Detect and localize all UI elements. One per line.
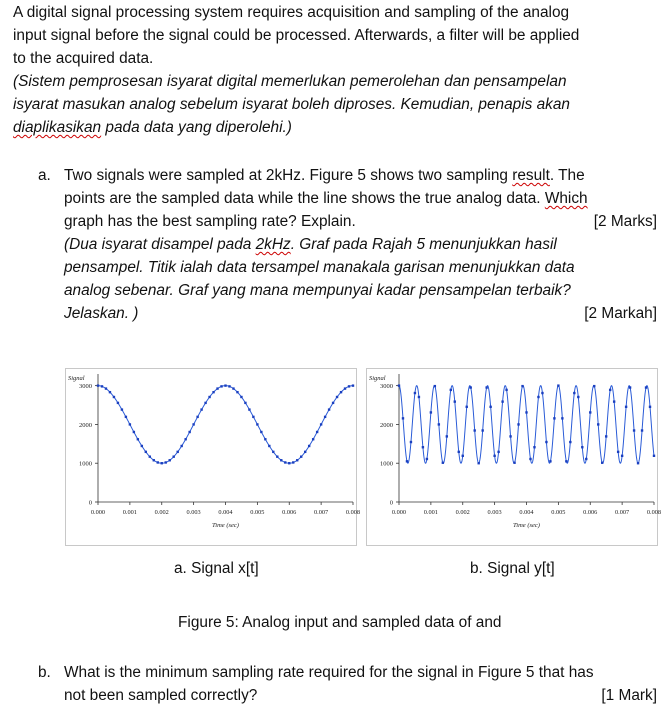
chart-a-sample-point [117, 402, 119, 404]
chart-b-sample-point [545, 441, 547, 443]
chart-a-sample-point [320, 423, 322, 425]
chart-a-sample-point [316, 431, 318, 433]
chart-b-sample-point [517, 423, 519, 425]
question-a-en-line-1: Two signals were sampled at 2kHz. Figure 5 shows two sampling result. The [64, 167, 585, 184]
chart-signal-y-svg [366, 368, 662, 546]
chart-a-sample-point [260, 431, 262, 433]
chart-b-sample-point [569, 441, 571, 443]
chart-b-x-tick-label: 0.005 [551, 509, 566, 516]
chart-a-sample-point [169, 459, 171, 461]
chart-a-sample-point [141, 445, 143, 447]
chart-a-sample-point [332, 402, 334, 404]
chart-a-sample-point [348, 385, 350, 387]
chart-a-sample-point [165, 461, 167, 463]
chart-b-sample-point [458, 451, 460, 453]
chart-b-sample-point [649, 406, 651, 408]
chart-b-sample-point [497, 451, 499, 453]
chart-a-sample-point [109, 391, 111, 393]
chart-a-sample-point [292, 461, 294, 463]
chart-b-y-label: Signal [369, 375, 386, 382]
chart-b-sample-point [561, 417, 563, 419]
chart-a-sample-point [268, 445, 270, 447]
chart-a-sample-point [252, 416, 254, 418]
intro-ms-line-1: (Sistem pemprosesan isyarat digital memerlukan pemerolehan dan pensampelan [13, 73, 567, 90]
chart-b-sample-point [410, 441, 412, 443]
chart-b-sample-point [645, 386, 647, 388]
chart-a-x-label: Time (sec) [212, 522, 239, 529]
chart-b-sample-point [601, 462, 603, 464]
chart-b-sample-point [565, 460, 567, 462]
chart-b-y-tick-label: 2000 [380, 421, 393, 429]
question-a-en-line-3: graph has the best sampling rate? Explain. [64, 213, 356, 230]
chart-b-y-tick-label: 3000 [380, 383, 393, 391]
chart-a-sample-point [137, 438, 139, 440]
chart-a-y-tick-label: 1000 [79, 460, 92, 468]
chart-b-sample-point [406, 460, 408, 462]
intro-ms-line-3: diaplikasikan pada data yang diperolehi.) [13, 119, 292, 136]
chart-b-caption: b. Signal y[t] [470, 560, 555, 577]
chart-a-sample-point [236, 391, 238, 393]
question-a-ms-line-4: Jelaskan. ) [64, 305, 139, 322]
chart-a-sample-point [161, 462, 163, 464]
chart-b-y-tick-label: 1000 [380, 460, 393, 468]
question-a-label: a. [38, 167, 51, 184]
chart-a-caption: a. Signal x[t] [174, 560, 259, 577]
chart-b-sample-point [446, 435, 448, 437]
chart-b-sample-point [513, 462, 515, 464]
chart-b-sample-point [493, 455, 495, 457]
chart-a-sample-point [304, 451, 306, 453]
chart-b-sample-point [474, 429, 476, 431]
chart-a-sample-point [212, 391, 214, 393]
intro-ms-line-2: isyarat masukan analog sebelum isyarat boleh diproses. Kemudian, penapis akan [13, 96, 570, 113]
chart-b-x-label: Time (sec) [513, 522, 540, 529]
chart-a-sample-point [188, 431, 190, 433]
chart-a-sample-point [272, 451, 274, 453]
chart-b-x-tick-label: 0.006 [583, 509, 598, 516]
question-b-label: b. [38, 664, 51, 681]
chart-b-sample-point [442, 462, 444, 464]
chart-a-y-tick-label: 2000 [79, 421, 92, 429]
chart-b-sample-point [509, 435, 511, 437]
chart-a-sample-point [216, 387, 218, 389]
chart-a-sample-point [340, 391, 342, 393]
chart-a-sample-point [157, 461, 159, 463]
figure-caption: Figure 5: Analog input and sampled data of and [178, 614, 502, 631]
chart-b-sample-point [589, 411, 591, 413]
chart-b-sample-point [653, 455, 655, 457]
chart-a-x-tick-label: 0.007 [314, 509, 329, 516]
chart-b-sample-point [537, 396, 539, 398]
chart-b-sample-point [549, 460, 551, 462]
chart-a-sample-point [344, 387, 346, 389]
intro-en-line-1: A digital signal processing system requires acquisition and sampling of the analog [13, 4, 570, 21]
chart-b-x-tick-label: 0.004 [519, 509, 534, 516]
chart-b-sample-point [617, 451, 619, 453]
chart-b-sample-point [637, 462, 639, 464]
question-b-line-2: not been sampled correctly? [64, 687, 258, 704]
chart-b-sample-point [426, 458, 428, 460]
chart-b-sample-point [613, 400, 615, 402]
chart-a-sample-point [244, 402, 246, 404]
chart-b-x-tick-label: 0.003 [487, 509, 502, 516]
chart-a-sample-point [288, 462, 290, 464]
intro-en-line-2: input signal before the signal could be processed. Afterwards, a filter will be applied [13, 27, 580, 44]
chart-a-sample-point [220, 385, 222, 387]
chart-a-sample-point [276, 455, 278, 457]
chart-a-sample-point [280, 459, 282, 461]
chart-a-sample-point [133, 431, 135, 433]
chart-signal-y [366, 368, 662, 546]
chart-a-x-tick-label: 0.001 [122, 509, 137, 516]
chart-a-sample-point [308, 445, 310, 447]
chart-a-sample-point [200, 408, 202, 410]
chart-a-sample-point [328, 408, 330, 410]
chart-b-sample-point [541, 392, 543, 394]
chart-b-sample-point [422, 446, 424, 448]
chart-a-sample-point [180, 445, 182, 447]
chart-a-y-tick-label: 0 [88, 499, 92, 507]
chart-signal-x [65, 368, 361, 546]
chart-b-sample-point [485, 386, 487, 388]
chart-b-sample-point [505, 389, 507, 391]
chart-b-sample-point [454, 400, 456, 402]
chart-a-sample-point [324, 416, 326, 418]
chart-a-sample-point [248, 408, 250, 410]
chart-a-x-tick-label: 0.008 [345, 509, 361, 516]
chart-b-sample-point [450, 389, 452, 391]
chart-b-sample-point [470, 386, 472, 388]
chart-b-sample-point [581, 446, 583, 448]
chart-b-sample-point [609, 389, 611, 391]
question-b-line-1: What is the minimum sampling rate required for the signal in Figure 5 that has [64, 664, 594, 681]
chart-a-sample-point [97, 384, 99, 386]
chart-a-x-tick-label: 0.002 [154, 509, 169, 516]
chart-b-sample-point [621, 455, 623, 457]
chart-b-sample-point [633, 429, 635, 431]
question-a-marks-en: [2 Marks] [593, 213, 657, 230]
question-a-marks-ms: [2 Markah] [584, 305, 657, 322]
chart-a-x-tick-label: 0.005 [250, 509, 265, 516]
chart-b-sample-point [477, 462, 479, 464]
chart-a-x-tick-label: 0.004 [218, 509, 233, 516]
chart-a-sample-point [352, 384, 354, 386]
chart-b-sample-point [466, 406, 468, 408]
chart-b-sample-point [525, 411, 527, 413]
chart-a-sample-point [296, 459, 298, 461]
chart-b-sample-point [438, 423, 440, 425]
chart-b-sample-point [553, 417, 555, 419]
chart-b-sample-point [521, 385, 523, 387]
chart-a-sample-point [105, 387, 107, 389]
chart-b-x-tick-label: 0.001 [423, 509, 438, 516]
chart-a-sample-point [336, 396, 338, 398]
chart-b-x-tick-label: 0.002 [455, 509, 470, 516]
chart-b-x-tick-label: 0.000 [391, 509, 407, 516]
chart-a-sample-point [145, 451, 147, 453]
chart-b-x-tick-label: 0.008 [646, 509, 662, 516]
chart-a-sample-point [129, 423, 131, 425]
chart-b-sample-point [398, 384, 400, 386]
question-a-ms-line-2: pensampel. Titik ialah data tersampel manakala garisan menunjukkan data [64, 259, 575, 276]
chart-b-sample-point [629, 386, 631, 388]
chart-b-y-tick-label: 0 [389, 499, 393, 507]
chart-a-x-tick-label: 0.000 [90, 509, 106, 516]
chart-a-sample-point [113, 396, 115, 398]
chart-b-sample-point [597, 423, 599, 425]
chart-a-x-tick-label: 0.006 [282, 509, 297, 516]
question-b-marks: [1 Mark] [601, 687, 657, 704]
chart-b-sample-point [489, 406, 491, 408]
chart-a-sample-point [300, 455, 302, 457]
chart-a-x-tick-label: 0.003 [186, 509, 201, 516]
chart-b-sample-point [430, 411, 432, 413]
chart-b-sample-point [462, 455, 464, 457]
chart-b-sample-point [501, 400, 503, 402]
chart-a-sample-point [204, 402, 206, 404]
question-a-ms-line-1: (Dua isyarat disampel pada 2kHz. Graf pada Rajah 5 menunjukkan hasil [64, 236, 557, 253]
question-a-en-line-2: points are the sampled data while the line shows the true analog data. Which [64, 190, 588, 207]
chart-b-sample-point [625, 406, 627, 408]
chart-b-sample-point [557, 384, 559, 386]
chart-b-sample-point [418, 396, 420, 398]
chart-a-sample-point [149, 455, 151, 457]
chart-a-sample-point [121, 408, 123, 410]
chart-b-sample-point [533, 446, 535, 448]
chart-b-sample-point [402, 417, 404, 419]
chart-a-sample-point [173, 455, 175, 457]
chart-a-y-tick-label: 3000 [79, 383, 92, 391]
chart-b-sample-point [593, 385, 595, 387]
chart-b-sample-point [434, 385, 436, 387]
chart-a-sample-point [224, 384, 226, 386]
chart-a-sample-point [312, 438, 314, 440]
chart-b-x-tick-label: 0.007 [615, 509, 630, 516]
chart-b-sample-point [577, 396, 579, 398]
chart-a-sample-point [153, 459, 155, 461]
chart-a-sample-point [232, 387, 234, 389]
chart-a-sample-point [256, 423, 258, 425]
chart-b-sample-point [414, 392, 416, 394]
chart-a-sample-point [228, 385, 230, 387]
chart-b-sample-point [641, 429, 643, 431]
chart-a-sample-point [240, 396, 242, 398]
chart-a-sample-point [284, 461, 286, 463]
chart-b-sample-point [481, 429, 483, 431]
chart-a-sample-point [176, 451, 178, 453]
chart-a-sample-point [196, 416, 198, 418]
chart-b-sample-point [573, 392, 575, 394]
chart-b-sample-point [585, 458, 587, 460]
question-a-ms-line-3: analog sebenar. Graf yang mana mempunyai kadar pensampelan terbaik? [64, 282, 571, 299]
intro-en-line-3: to the acquired data. [13, 50, 154, 67]
chart-a-sample-point [125, 416, 127, 418]
chart-a-y-label: Signal [68, 375, 85, 382]
chart-a-sample-point [264, 438, 266, 440]
chart-a-sample-point [208, 396, 210, 398]
chart-a-sample-point [101, 385, 103, 387]
chart-b-sample-point [529, 458, 531, 460]
chart-b-sample-point [605, 435, 607, 437]
chart-signal-x-svg [65, 368, 361, 546]
chart-a-sample-point [184, 438, 186, 440]
chart-a-sample-point [192, 423, 194, 425]
